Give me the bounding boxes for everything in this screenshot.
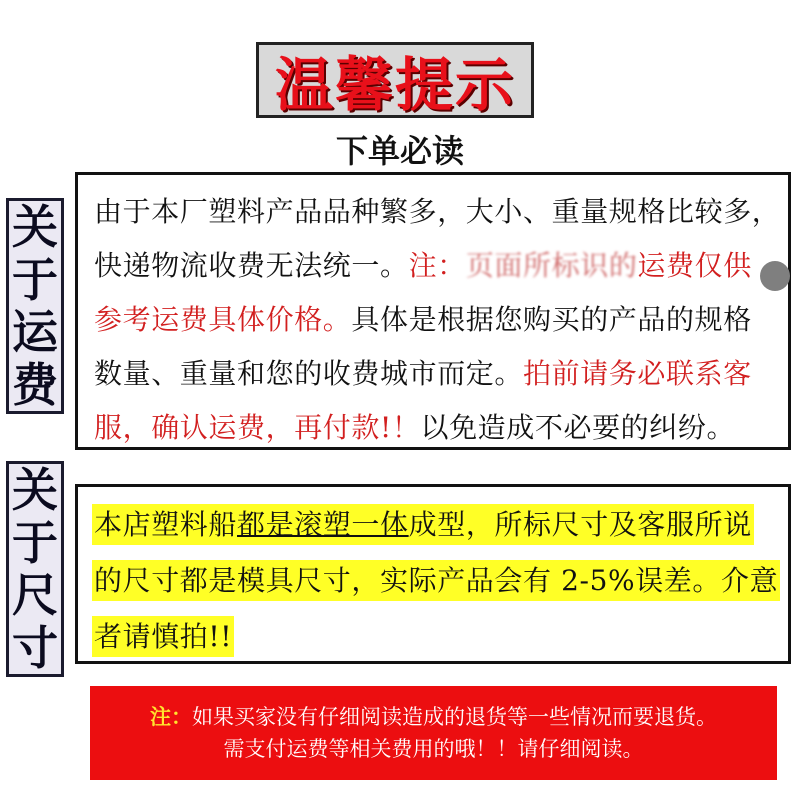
size-text-underlined: 都是滚塑一体 — [237, 508, 409, 541]
side-label-char: 寸 — [12, 620, 58, 675]
page-subtitle: 下单必读 — [335, 132, 464, 170]
shipping-side-label — [6, 198, 64, 414]
shipping-notice-box — [75, 172, 791, 450]
size-notice-box — [75, 484, 791, 664]
page-title: 温馨提示 — [274, 51, 515, 119]
shipping-text-red: 参考运费具体价格。 — [94, 303, 352, 336]
size-text-highlight — [92, 504, 754, 545]
shipping-line — [94, 185, 781, 239]
blurred-text: 页面所标识的 — [465, 249, 638, 282]
shipping-text: 快递物流收费无法统一。 — [94, 249, 409, 282]
note-prefix: 注： — [150, 705, 192, 729]
size-text-highlight: 者请慎拍!! — [92, 616, 234, 657]
return-note-banner — [90, 686, 777, 780]
side-label-char: 于 — [12, 252, 58, 307]
side-label-char: 关 — [12, 200, 58, 255]
note-prefix-red: 注： — [408, 249, 466, 282]
title-banner — [256, 42, 534, 118]
shipping-text: 具体是根据您购买的产品的规格 — [351, 303, 752, 336]
shipping-text-red: 运费仅供 — [637, 249, 752, 282]
size-text: 成型，所标尺寸及客服所说 — [408, 508, 752, 541]
shipping-line — [94, 347, 774, 401]
shipping-text: 以免造成不必要的纠纷。 — [420, 411, 736, 444]
size-text: 本店塑料船 — [94, 508, 238, 541]
side-label-char: 费 — [12, 357, 58, 412]
shipping-text: 由于本厂塑料产品品种繁多，大小、重量规格比较多， — [94, 195, 781, 228]
side-label-char: 于 — [12, 515, 58, 570]
shipping-line — [94, 239, 774, 293]
size-line — [92, 555, 779, 607]
side-label-char: 关 — [12, 463, 58, 518]
note-line: 需支付运费等相关费用的哦！！请仔细阅读。 — [223, 737, 644, 761]
shipping-text-red: 服，确认运费，再付款!！ — [94, 411, 421, 444]
note-line — [150, 701, 717, 733]
shipping-line — [94, 293, 774, 347]
shipping-line — [94, 401, 774, 455]
size-side-label — [6, 461, 64, 677]
side-label-char: 尺 — [12, 568, 58, 623]
side-label-char: 运 — [12, 305, 58, 360]
size-line — [92, 611, 774, 663]
note-text: 如果买家没有仔细阅读造成的退货等一些情况而要退货。 — [192, 705, 717, 729]
shipping-text-red: 拍前请务必联系客 — [523, 357, 752, 390]
shipping-text: 数量、重量和您的收费城市而定。 — [94, 357, 524, 390]
size-text-highlight: 的尺寸都是模具尺寸，实际产品会有 2-5%误差。介意 — [92, 560, 780, 601]
size-line — [92, 499, 774, 551]
gray-dot-icon — [760, 261, 790, 291]
